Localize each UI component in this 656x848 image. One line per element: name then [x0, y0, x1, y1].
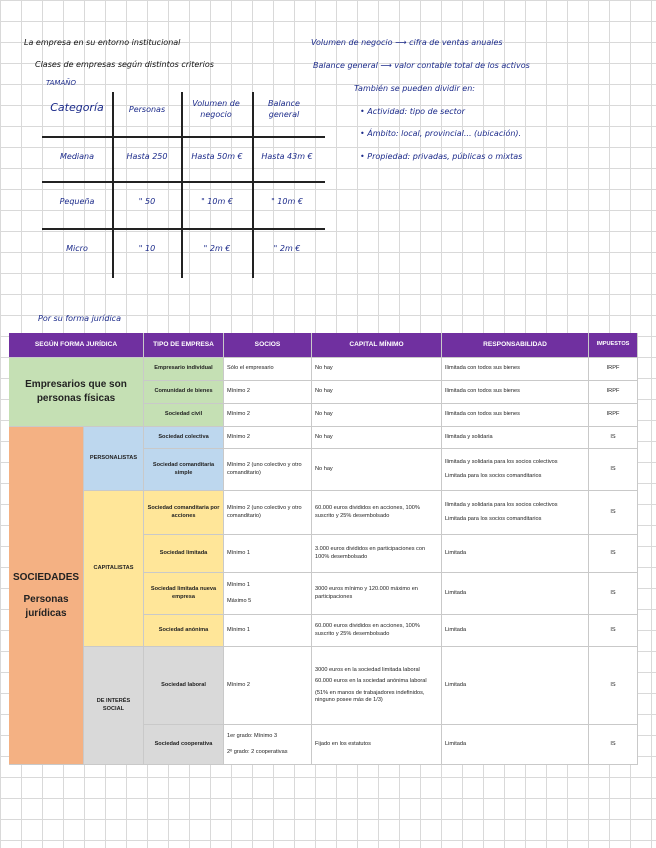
- size-row-mediana-balance: Hasta 43m €: [261, 152, 313, 161]
- row-capital: 3000 euros mínimo y 120.000 máximo en participaciones: [312, 573, 442, 615]
- size-row-micro-balance: " 2m €: [273, 244, 301, 253]
- row-socios: [224, 725, 312, 765]
- row-responsabilidad-line: Limitada para los socios comanditarios: [445, 472, 542, 479]
- row-responsabilidad: Ilimitada con todos sus bienes: [442, 358, 589, 381]
- row-responsabilidad: Limitada: [442, 647, 589, 725]
- note-tamano: TAMAÑO: [46, 79, 76, 87]
- row-socios-line: Mínimo 1: [227, 582, 251, 588]
- row-tipo: Sociedad comanditaria por acciones: [144, 491, 224, 535]
- row-socios: Mínimo 2: [224, 427, 312, 449]
- size-table-line: [252, 92, 254, 278]
- row-responsabilidad: Ilimitada y solidaria: [442, 427, 589, 449]
- col-header-forma: SEGÚN FORMA JURÍDICA: [9, 333, 144, 358]
- row-responsabilidad-line: Ilimitada y solidaria para los socios colectivos: [445, 502, 558, 508]
- row-capital-line: 3000 euros en la sociedad limitada laboral: [315, 666, 420, 673]
- size-row-mediana-volumen: Hasta 50m €: [191, 152, 243, 161]
- row-capital: No hay: [312, 358, 442, 381]
- forma-juridica-title: Por su forma jurídica: [38, 314, 121, 323]
- row-responsabilidad: Ilimitada con todos sus bienes: [442, 404, 589, 427]
- note-title: La empresa en su entorno institucional: [24, 38, 181, 47]
- size-header-categoria: Categoría: [50, 101, 104, 114]
- col-header-tipo: TIPO DE EMPRESA: [144, 333, 224, 358]
- size-row-mediana-personas: Hasta 250: [126, 152, 168, 161]
- row-responsabilidad: [442, 491, 589, 535]
- subgroup-personalistas: PERSONALISTAS: [84, 427, 144, 491]
- row-socios: Mínimo 2: [224, 404, 312, 427]
- size-header-personas: Personas: [128, 105, 166, 114]
- row-capital: No hay: [312, 449, 442, 491]
- size-table-line: [42, 136, 325, 138]
- row-capital: No hay: [312, 381, 442, 404]
- row-capital: [312, 647, 442, 725]
- row-tipo: Sociedad anónima: [144, 615, 224, 647]
- row-responsabilidad: Ilimitada con todos sus bienes: [442, 381, 589, 404]
- col-header-socios: SOCIOS: [224, 333, 312, 358]
- row-socios-line: 2º grado: 2 cooperativas: [227, 748, 288, 755]
- subgroup-interes-social: DE INTERÉS SOCIAL: [84, 647, 144, 765]
- row-socios: Mínimo 2 (uno colectivo y otro comanditario): [224, 449, 312, 491]
- row-impuestos: IS: [589, 615, 638, 647]
- note-bullet-propiedad: • Propiedad: privadas, públicas o mixtas: [360, 152, 523, 161]
- row-capital: No hay: [312, 404, 442, 427]
- size-table-line: [112, 92, 114, 278]
- size-row-pequena-personas: " 50: [138, 197, 156, 206]
- row-capital-line: 60.000 euros en la sociedad anónima laboral: [315, 678, 427, 684]
- row-tipo: Empresario individual: [144, 358, 224, 381]
- size-row-micro-volumen: " 2m €: [203, 244, 231, 253]
- size-table-line: [42, 228, 325, 230]
- row-responsabilidad: [442, 449, 589, 491]
- row-socios: Mínimo 1: [224, 535, 312, 573]
- row-capital-line: (51% en manos de trabajadores indefinidos, ninguno posee más de 1/3): [315, 689, 425, 703]
- row-capital: 60.000 euros divididos en acciones, 100% suscrito y 25% desembolsado: [312, 491, 442, 535]
- row-tipo: Sociedad civil: [144, 404, 224, 427]
- row-socios: Mínimo 1: [224, 615, 312, 647]
- row-impuestos: IS: [589, 427, 638, 449]
- row-capital: No hay: [312, 427, 442, 449]
- row-capital: Fijado en los estatutos: [312, 725, 442, 765]
- row-responsabilidad: Limitada: [442, 615, 589, 647]
- size-table: [42, 92, 325, 278]
- row-impuestos: IRPF: [589, 404, 638, 427]
- size-row-micro-personas: " 10: [138, 244, 156, 253]
- row-responsabilidad: Limitada: [442, 725, 589, 765]
- row-impuestos: IS: [589, 491, 638, 535]
- row-impuestos: IS: [589, 535, 638, 573]
- row-responsabilidad: Limitada: [442, 573, 589, 615]
- row-responsabilidad-line: Limitada para los socios comanditarios: [445, 515, 542, 522]
- row-tipo: Sociedad laboral: [144, 647, 224, 725]
- forma-juridica-table: [9, 333, 638, 765]
- row-tipo: Sociedad colectiva: [144, 427, 224, 449]
- size-row-mediana-categoria: Mediana: [60, 152, 94, 161]
- row-tipo: Sociedad limitada: [144, 535, 224, 573]
- group-personas-fisicas: Empresarios que son personas físicas: [9, 358, 144, 427]
- row-capital: 60.000 euros divididos en acciones, 100% suscrito y 25% desembolsado: [312, 615, 442, 647]
- group-sociedades: [9, 427, 84, 765]
- note-volumen: Volumen de negocio ⟶ cifra de ventas anuales: [311, 38, 503, 47]
- row-socios: Mínimo 2: [224, 647, 312, 725]
- row-impuestos: IS: [589, 647, 638, 725]
- row-impuestos: IS: [589, 449, 638, 491]
- note-bullet-actividad: • Actividad: tipo de sector: [360, 107, 465, 116]
- row-socios-line: Máximo 5: [227, 597, 252, 604]
- size-header-volumen: Volumen de negocio: [192, 99, 240, 119]
- subgroup-capitalistas: CAPITALISTAS: [84, 491, 144, 647]
- row-tipo: Sociedad comanditaria simple: [144, 449, 224, 491]
- row-tipo: Sociedad cooperativa: [144, 725, 224, 765]
- group-sociedades-title: SOCIEDADES: [12, 571, 80, 583]
- note-tambien: También se pueden dividir en:: [354, 84, 475, 93]
- row-socios: Mínimo 2: [224, 381, 312, 404]
- group-sociedades-subtitle: Personas jurídicas: [23, 593, 69, 619]
- row-socios: [224, 573, 312, 615]
- row-impuestos: IRPF: [589, 358, 638, 381]
- size-row-pequena-balance: " 10m €: [271, 197, 303, 206]
- col-header-responsabilidad: RESPONSABILIDAD: [442, 333, 589, 358]
- note-subtitle: Clases de empresas según distintos criterios: [35, 60, 214, 69]
- col-header-impuestos: IMPUESTOS: [589, 333, 638, 358]
- size-table-line: [42, 181, 325, 183]
- col-header-capital: CAPITAL MÍNIMO: [312, 333, 442, 358]
- row-socios: Mínimo 2 (uno colectivo y otro comanditario): [224, 491, 312, 535]
- row-tipo: Sociedad limitada nueva empresa: [144, 573, 224, 615]
- row-responsabilidad-line: Ilimitada y solidaria para los socios colectivos: [445, 459, 558, 465]
- row-impuestos: IRPF: [589, 381, 638, 404]
- row-tipo: Comunidad de bienes: [144, 381, 224, 404]
- row-socios: Sólo el empresario: [224, 358, 312, 381]
- row-socios-line: 1er grado: Mínimo 3: [227, 733, 278, 739]
- size-header-balance: Balance general: [268, 99, 300, 119]
- size-row-micro-categoria: Micro: [66, 244, 88, 253]
- size-row-pequena-categoria: Pequeña: [59, 197, 95, 206]
- row-impuestos: IS: [589, 725, 638, 765]
- row-capital: 3.000 euros divididos en participaciones con 100% desembolsado: [312, 535, 442, 573]
- size-table-line: [181, 92, 183, 278]
- note-balance: Balance general ⟶ valor contable total de los activos: [313, 61, 530, 70]
- note-bullet-ambito: • Ámbito: local, provincial... (ubicación).: [360, 129, 522, 138]
- row-responsabilidad: Limitada: [442, 535, 589, 573]
- row-impuestos: IS: [589, 573, 638, 615]
- size-row-pequena-volumen: " 10m €: [201, 197, 233, 206]
